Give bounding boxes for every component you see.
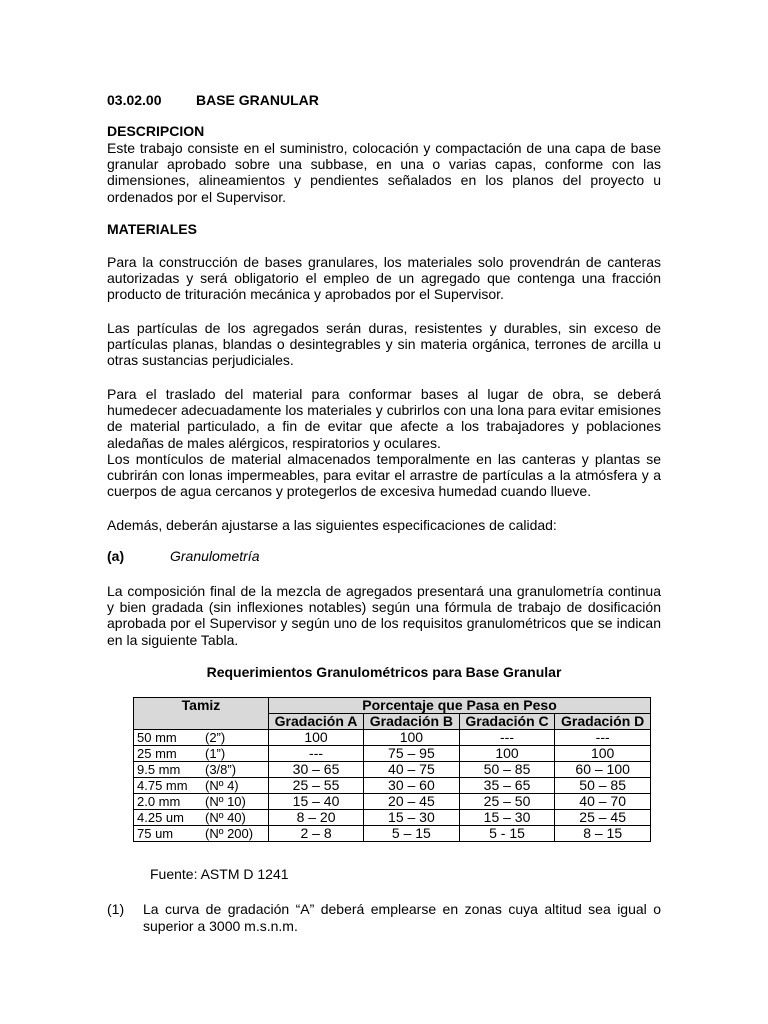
cell-gradacion-b: 75 – 95 [364,746,460,762]
header-gradacion-c: Gradación C [459,714,555,730]
tamiz-size: 50 mm [137,730,177,745]
cell-gradacion-a: 100 [269,730,364,746]
header-gradacion-b: Gradación B [364,714,460,730]
tamiz-sieve: (1”) [205,746,226,761]
cell-gradacion-a: --- [269,746,364,762]
cell-gradacion-c: --- [459,730,555,746]
table-row [134,746,651,762]
tamiz-sieve: (Nº 4) [205,778,239,793]
table-source: Fuente: ASTM D 1241 [150,866,289,882]
tamiz-sieve: (Nº 40) [205,810,246,825]
tamiz-sieve: (3/8”) [205,762,237,777]
tamiz-cell [134,778,269,794]
table-row [134,730,651,746]
cell-gradacion-c: 15 – 30 [459,810,555,826]
cell-gradacion-d: 100 [555,746,651,762]
cell-gradacion-b: 30 – 60 [364,778,460,794]
tamiz-cell [134,746,269,762]
sub-a-label: (a) [107,548,125,564]
tamiz-sieve: (Nº 200) [205,826,254,841]
cell-gradacion-a: 8 – 20 [269,810,364,826]
table-row [134,810,651,826]
tamiz-size: 4.75 mm [137,778,188,793]
cell-gradacion-c: 35 – 65 [459,778,555,794]
cell-gradacion-b: 40 – 75 [364,762,460,778]
cell-gradacion-b: 20 – 45 [364,794,460,810]
sub-a-text: La composición final de la mezcla de agregados presentará una granulometría continua y bien gradada (sin inflexiones notables) según una fórmula de trabajo de dosificación aprobada por el Supervisor y según uno de los requisitos granulométricos que se indican en la siguiente Tabla. [107,583,661,648]
table-row [134,762,651,778]
cell-gradacion-c: 100 [459,746,555,762]
cell-gradacion-d: 8 – 15 [555,826,651,842]
tamiz-sieve: (2”) [205,730,226,745]
tamiz-size: 25 mm [137,746,177,761]
tamiz-size: 2.0 mm [137,794,181,809]
materiales-paragraph-1: Para la construcción de bases granulares, los materiales solo provendrán de canteras autorizadas y será obligatorio el empleo de un agregado que contenga una fracción producto de trituración mecánica y aprobados por el Supervisor. [107,254,661,303]
cell-gradacion-a: 30 – 65 [269,762,364,778]
section-title: BASE GRANULAR [196,92,319,108]
cell-gradacion-d: 60 – 100 [555,762,651,778]
tamiz-cell [134,794,269,810]
cell-gradacion-b: 15 – 30 [364,810,460,826]
tamiz-size: 75 um [137,826,174,841]
header-gradacion-d: Gradación D [555,714,651,730]
cell-gradacion-c: 5 - 15 [459,826,555,842]
cell-gradacion-a: 2 – 8 [269,826,364,842]
materiales-heading: MATERIALES [107,221,197,237]
cell-gradacion-d: 50 – 85 [555,778,651,794]
cell-gradacion-d: 25 – 45 [555,810,651,826]
cell-gradacion-d: 40 – 70 [555,794,651,810]
header-gradacion-a: Gradación A [269,714,364,730]
tamiz-cell [134,762,269,778]
tamiz-cell [134,810,269,826]
cell-gradacion-b: 5 – 15 [364,826,460,842]
note-1-label: (1) [107,901,125,917]
tamiz-size: 4.25 um [137,810,184,825]
header-tamiz: Tamiz [134,698,269,730]
materiales-paragraph-2: Las partículas de los agregados serán duras, resistentes y durables, sin exceso de partículas planas, blandas o desintegrables y sin materia orgánica, terrones de arcilla u otras sustancias perjudiciales. [107,320,661,369]
note-1-text: La curva de gradación “A” deberá emplearse en zonas cuya altitud sea igual o superior a 3000 m.s.n.m. [143,901,661,934]
materiales-paragraph-4: Los montículos de material almacenados temporalmente en las canteras y plantas se cubrirán con lonas impermeables, para evitar el arrastre de partículas a la atmósfera y a cuerpos de agua cercanos y protegerlos de excesiva humedad cuando llueve. [107,451,661,500]
cell-gradacion-b: 100 [364,730,460,746]
cell-gradacion-d: --- [555,730,651,746]
cell-gradacion-a: 15 – 40 [269,794,364,810]
descripcion-heading: DESCRIPCION [107,123,205,139]
granulometry-table [133,697,651,842]
section-code: 03.02.00 [107,92,162,108]
descripcion-text: Este trabajo consiste en el suministro, colocación y compactación de una capa de base granular aprobado sobre una subbase, en una o varias capas, conforme con las dimensiones, alineamientos y pendientes señalados en los planos del proyecto u ordenados por el Supervisor. [107,140,661,205]
tamiz-size: 9.5 mm [137,762,181,777]
sub-a-title: Granulometría [170,548,260,564]
table-row [134,794,651,810]
table-row [134,826,651,842]
cell-gradacion-c: 50 – 85 [459,762,555,778]
tamiz-cell [134,826,269,842]
table-row [134,778,651,794]
tamiz-sieve: (Nº 10) [205,794,246,809]
header-porcentaje: Porcentaje que Pasa en Peso [269,698,651,714]
cell-gradacion-a: 25 – 55 [269,778,364,794]
table-title: Requerimientos Granulométricos para Base Granular [206,664,562,680]
materiales-paragraph-5: Además, deberán ajustarse a las siguientes especificaciones de calidad: [107,517,557,533]
tamiz-cell [134,730,269,746]
materiales-paragraph-3: Para el traslado del material para conformar bases al lugar de obra, se deberá humedecer adecuadamente los materiales y cubrirlos con una lona para evitar emisiones de material particulado, a fin de evitar que afecte a los trabajadores y poblaciones aledañas de males alérgicos, respiratorios y oculares. [107,386,661,451]
cell-gradacion-c: 25 – 50 [459,794,555,810]
